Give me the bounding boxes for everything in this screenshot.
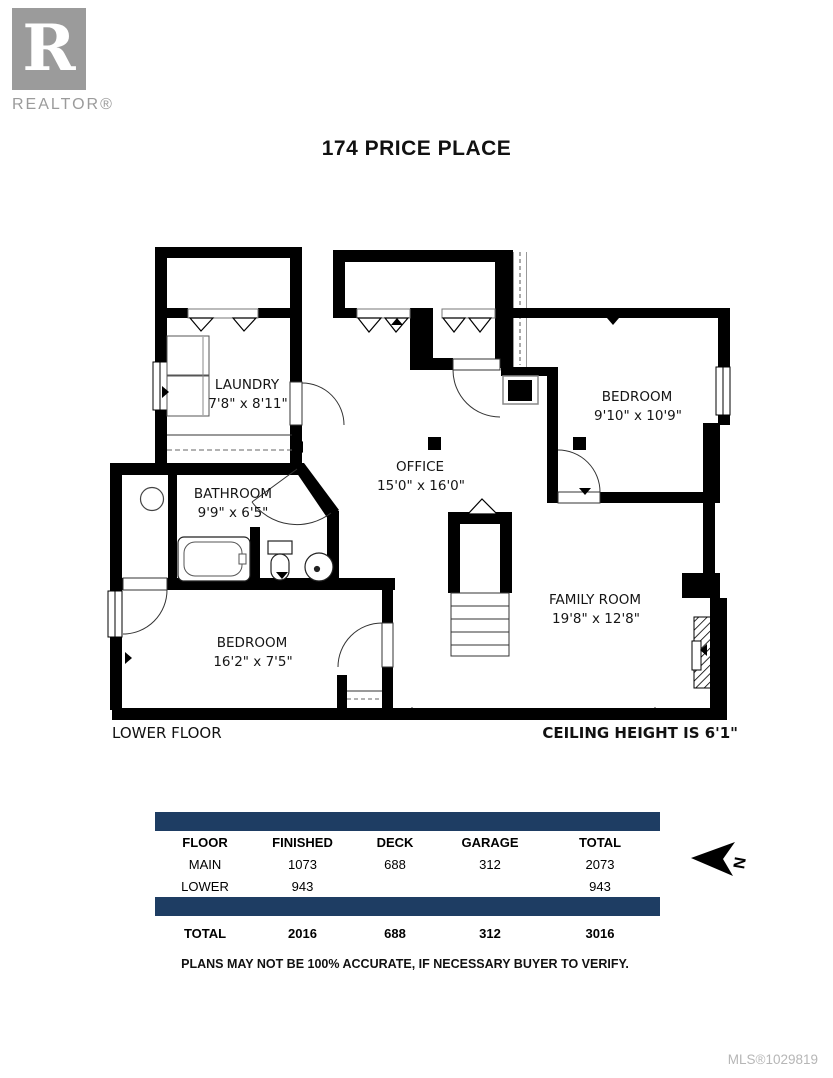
sink [305, 553, 333, 581]
washer-dryer [167, 336, 209, 416]
laundry-window [153, 362, 167, 410]
stairs-up-arrow [468, 499, 497, 514]
mls-number: MLS®1029819 [727, 1052, 818, 1067]
north-arrow-icon [691, 842, 735, 876]
table-header-row [155, 831, 660, 853]
col-header-deck: DECK [376, 834, 414, 850]
col-header-floor: FLOOR [182, 834, 228, 850]
col-header-total: TOTAL [578, 834, 622, 850]
realtor-logo-letter: R [22, 11, 76, 86]
col-header-garage: GARAGE [461, 834, 519, 850]
table-bottom-bar [155, 897, 660, 916]
stairs [448, 499, 512, 656]
area-table [155, 812, 660, 946]
north-arrow [683, 834, 763, 890]
ceiling-height-note: CEILING HEIGHT IS 6'1" [542, 724, 738, 742]
table-top-bar [155, 812, 660, 831]
office-post [428, 437, 441, 450]
north-letter: N [729, 855, 748, 870]
laundry-door [290, 382, 344, 425]
floor-label: LOWER FLOOR [112, 724, 222, 742]
family-room-label: FAMILY ROOM [549, 592, 641, 608]
cell-lower-total: 943 [589, 878, 611, 894]
office-closet-door [453, 359, 500, 417]
bedroom-upper-label: BEDROOM [601, 389, 673, 405]
bedroom-lower-door [123, 578, 167, 634]
bedroom-lower-dims: 16'2" x 7'5" [213, 654, 293, 670]
cell-main-finished: 1073 [288, 856, 317, 872]
table-row-lower [155, 875, 660, 897]
page-title: 174 PRICE PLACE [321, 137, 512, 160]
disclaimer-text: PLANS MAY NOT BE 100% ACCURATE, IF NECESSARY BUYER TO VERIFY. [181, 957, 629, 971]
bedroom-upper-door [558, 450, 600, 503]
cell-main-total: 2073 [585, 856, 615, 872]
bathroom-dims: 9'9" x 6'5" [197, 505, 269, 521]
realtor-logo-text: REALTOR® [12, 96, 114, 113]
bedroom-upper-window [716, 367, 730, 415]
water-tank [141, 488, 164, 511]
cell-lower-finished: 943 [291, 878, 314, 894]
bathtub [178, 537, 250, 581]
bedroom-lower-hall-door [338, 623, 393, 667]
laundry-dims: 7'8" x 8'11" [208, 396, 288, 412]
cell-main-floor: MAIN [188, 856, 222, 872]
cell-main-garage: 312 [479, 856, 501, 872]
office-dims: 15'0" x 16'0" [377, 478, 465, 494]
cell-main-deck: 688 [384, 856, 406, 872]
table-row-total [155, 916, 660, 946]
laundry-counter [167, 435, 292, 450]
cell-total-total: 3016 [585, 925, 615, 941]
cell-total-deck: 688 [384, 925, 406, 941]
bedroom-upper-dims: 9'10" x 10'9" [594, 408, 682, 424]
family-room-dims: 19'8" x 12'8" [552, 611, 640, 627]
cell-total-floor: TOTAL [183, 925, 227, 941]
table-row-main [155, 853, 660, 875]
bedroom-lower-label: BEDROOM [216, 635, 288, 651]
bedroom-post [573, 437, 586, 450]
cell-total-finished: 2016 [288, 925, 317, 941]
laundry-label: LAUNDRY [214, 377, 280, 393]
cell-lower-floor: LOWER [181, 878, 229, 894]
furnace-box [503, 376, 538, 404]
cell-total-garage: 312 [479, 925, 501, 941]
col-header-finished: FINISHED [272, 834, 333, 850]
bedroom-lower-window [108, 591, 122, 637]
bathroom-label: BATHROOM [193, 486, 273, 502]
office-label: OFFICE [395, 459, 445, 475]
